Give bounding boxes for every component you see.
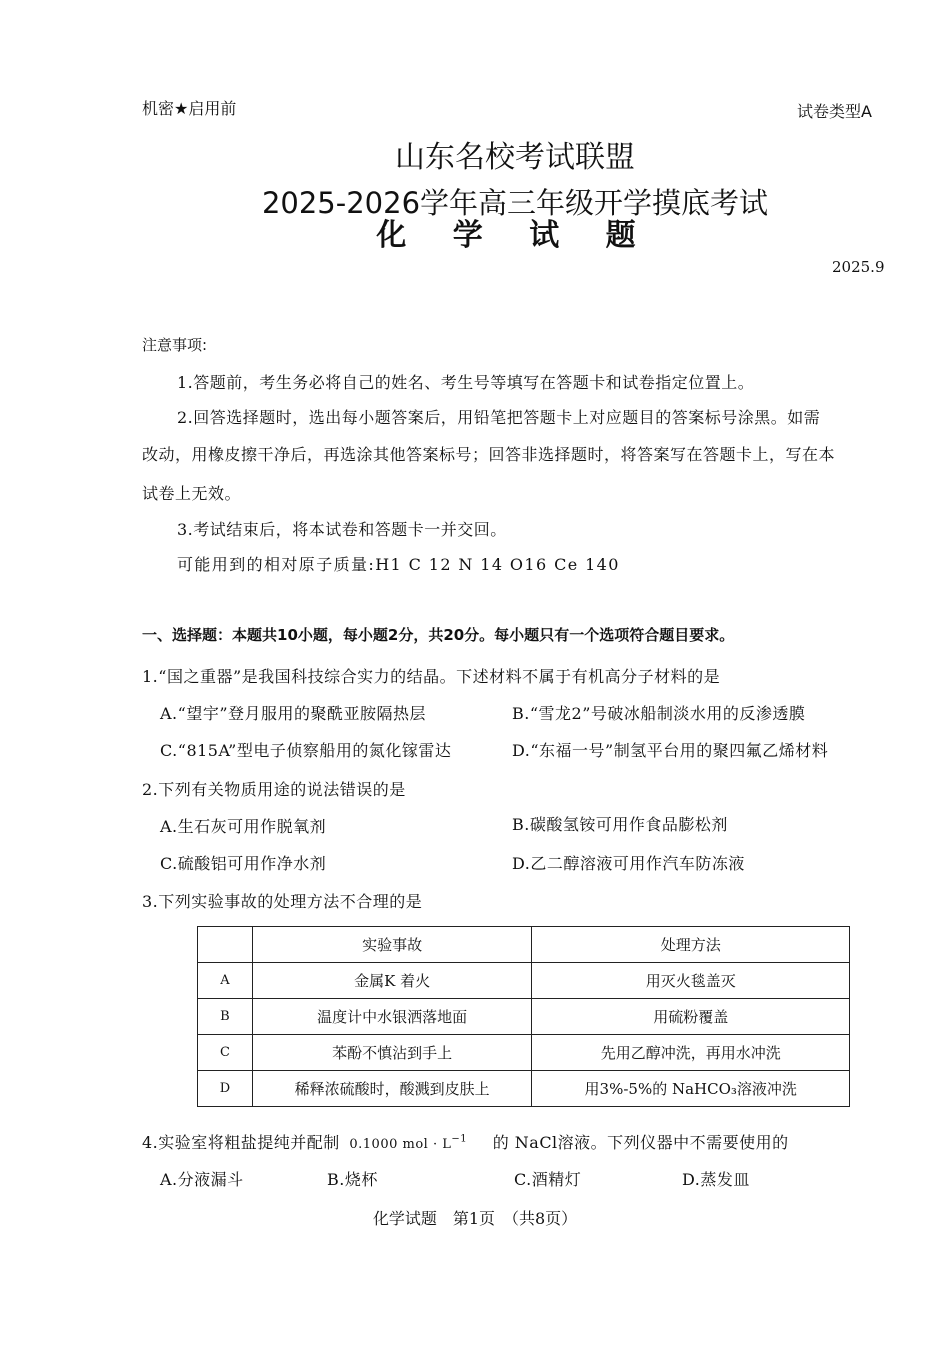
q1-option-a: A.“望宇”登月服用的聚酰亚胺隔热层 [160,704,427,723]
row-label: C [198,1035,253,1071]
q4-exponent: −1 [451,1133,468,1145]
table-header-cell [198,927,253,963]
q4-option-d: D.蒸发皿 [682,1170,750,1189]
notice-item-1: 1.答题前，考生务必将自己的姓名、考生号等填写在答题卡和试卷指定位置上。 [177,373,755,392]
table-row [198,963,850,999]
q2-option-d: D.乙二醇溶液可用作汽车防冻液 [512,854,745,873]
page-footer: 化学试题 第1页 （共8页） [372,1209,578,1228]
notice-item-3: 3.考试结束后，将本试卷和答题卡一并交回。 [177,520,507,539]
confidential-label: 机密★启用前 [142,99,237,118]
notice-item-2-line2: 改动，用橡皮擦干净后，再选涂其他答案标号；回答非选择题时，将答案写在答题卡上，写在本 [142,445,836,464]
q4-option-a: A.分液漏斗 [160,1170,244,1189]
table-row [198,999,850,1035]
q4-option-c: C.酒精灯 [514,1170,582,1189]
q2-option-b: B.碳酸氢铵可用作食品膨松剂 [512,815,728,834]
section-heading: 一、选择题：本题共10小题，每小题2分，共20分。每小题只有一个选项符合题目要求。 [142,626,735,644]
q4-concentration: 0.1000 mol · L [349,1137,452,1152]
q2-option-c: C.硫酸铝可用作净水剂 [160,854,327,873]
exam-title-line2: 2025-2026学年高三年级开学摸底考试 [261,186,769,220]
row-method: 用硫粉覆盖 [532,999,850,1035]
table-header-cell: 实验事故 [252,927,532,963]
q1-stem: 1.“国之重器”是我国科技综合实力的结晶。下述材料不属于有机高分子材料的是 [142,667,721,686]
row-method: 先用乙醇冲洗，再用水冲洗 [532,1035,850,1071]
table-header-cell: 处理方法 [532,927,850,963]
table-row [198,1035,850,1071]
q3-stem: 3.下列实验事故的处理方法不合理的是 [142,892,423,911]
row-accident: 温度计中水银洒落地面 [252,999,532,1035]
table-row [198,1071,850,1107]
exam-date: 2025.9 [832,258,885,276]
q4-stem [142,1130,789,1153]
q1-option-b: B.“雪龙2”号破冰船制淡水用的反渗透膜 [512,704,806,723]
q4-option-b: B.烧杯 [327,1170,378,1189]
q4-stem-pre: 4.实验室将粗盐提纯并配制 [142,1133,340,1152]
notice-item-2-line3: 试卷上无效。 [142,484,242,503]
notice-item-2-line1: 2.回答选择题时，选出每小题答案后，用铅笔把答题卡上对应题目的答案标号涂黑。如需 [177,408,821,427]
row-accident: 金属K 着火 [252,963,532,999]
q4-stem-post: 的 NaCl溶液。下列仪器中不需要使用的 [492,1133,789,1152]
exam-title-line1: 山东名校考试联盟 [395,140,635,175]
table-header-row [198,927,850,963]
q1-option-c: C.“815A”型电子侦察船用的氮化镓雷达 [160,741,452,760]
paper-type-label: 试卷类型A [797,102,872,121]
q2-stem: 2.下列有关物质用途的说法错误的是 [142,780,406,799]
row-method: 用灭火毯盖灭 [532,963,850,999]
accident-table [197,926,850,1107]
row-accident: 苯酚不慎沾到手上 [252,1035,532,1071]
row-label: B [198,999,253,1035]
notice-heading: 注意事项: [142,336,208,354]
row-label: A [198,963,253,999]
atomic-masses: 可能用到的相对原子质量:H1 C 12 N 14 O16 Ce 140 [177,555,620,574]
row-method: 用3%-5%的 NaHCO₃溶液冲洗 [532,1071,850,1107]
row-label: D [198,1071,253,1107]
q2-option-a: A.生石灰可用作脱氧剂 [160,817,327,836]
q1-option-d: D.“东福一号”制氢平台用的聚四氟乙烯材料 [512,741,829,760]
row-accident: 稀释浓硫酸时，酸溅到皮肤上 [252,1071,532,1107]
subject-title: 化 学 试 题 [376,218,654,253]
